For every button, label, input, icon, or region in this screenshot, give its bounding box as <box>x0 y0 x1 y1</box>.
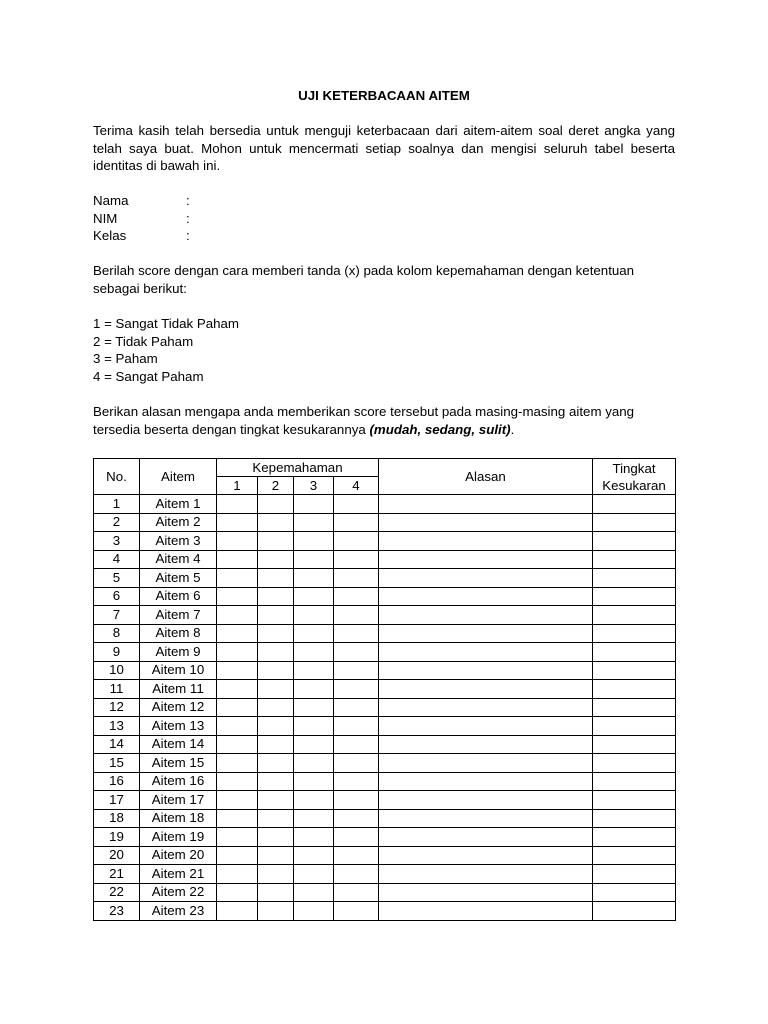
score-cell-3[interactable] <box>294 624 334 643</box>
score-cell-4[interactable] <box>334 828 379 847</box>
score-cell-3[interactable] <box>294 754 334 773</box>
row-number: 17 <box>94 791 140 810</box>
row-number: 9 <box>94 643 140 662</box>
row-number: 12 <box>94 698 140 717</box>
score-cell-2[interactable] <box>258 624 294 643</box>
row-aitem: Aitem 16 <box>140 772 217 791</box>
score-cell-4[interactable] <box>334 661 379 680</box>
row-number: 2 <box>94 513 140 532</box>
table-row <box>94 606 676 625</box>
score-cell-3[interactable] <box>294 495 334 514</box>
score-cell-2[interactable] <box>258 606 294 625</box>
header-score-1: 1 <box>217 477 258 495</box>
row-aitem: Aitem 4 <box>140 550 217 569</box>
table-row <box>94 791 676 810</box>
row-aitem: Aitem 18 <box>140 809 217 828</box>
tingkat-kesukaran-cell[interactable] <box>593 735 676 754</box>
alasan-cell[interactable] <box>379 513 593 532</box>
score-cell-1[interactable] <box>217 569 258 588</box>
identity-colon: : <box>186 193 190 208</box>
alasan-cell[interactable] <box>379 606 593 625</box>
score-cell-2[interactable] <box>258 661 294 680</box>
identity-label: Kelas <box>93 228 127 244</box>
table-row <box>94 587 676 606</box>
table-row <box>94 569 676 588</box>
scale-item: 1 = Sangat Tidak Paham <box>93 316 239 331</box>
row-aitem: Aitem 3 <box>140 532 217 551</box>
row-number: 5 <box>94 569 140 588</box>
score-cell-3[interactable] <box>294 606 334 625</box>
score-cell-2[interactable] <box>258 717 294 736</box>
assessment-table <box>93 458 676 921</box>
score-cell-1[interactable] <box>217 624 258 643</box>
tingkat-kesukaran-cell[interactable] <box>593 846 676 865</box>
row-number: 21 <box>94 865 140 884</box>
alasan-cell[interactable] <box>379 865 593 884</box>
header-alasan: Alasan <box>379 459 593 495</box>
row-aitem: Aitem 11 <box>140 680 217 699</box>
intro-paragraph: Terima kasih telah bersedia untuk menguji keterbacaan dari aitem-aitem soal deret angka yang telah saya buat. Mohon untuk mencermati setiap soalnya dan mengisi seluruh tabel beserta identitas di bawah ini. <box>93 123 675 174</box>
header-kepemahaman: Kepemahaman <box>217 459 379 477</box>
score-cell-3[interactable] <box>294 883 334 902</box>
score-cell-1[interactable] <box>217 772 258 791</box>
alasan-cell[interactable] <box>379 791 593 810</box>
table-row <box>94 754 676 773</box>
row-aitem: Aitem 21 <box>140 865 217 884</box>
score-cell-4[interactable] <box>334 735 379 754</box>
tingkat-kesukaran-cell[interactable] <box>593 624 676 643</box>
score-cell-3[interactable] <box>294 550 334 569</box>
alasan-cell[interactable] <box>379 643 593 662</box>
alasan-cell[interactable] <box>379 883 593 902</box>
row-aitem: Aitem 14 <box>140 735 217 754</box>
row-aitem: Aitem 9 <box>140 643 217 662</box>
score-cell-3[interactable] <box>294 513 334 532</box>
score-cell-2[interactable] <box>258 587 294 606</box>
tingkat-kesukaran-cell[interactable] <box>593 569 676 588</box>
score-cell-3[interactable] <box>294 791 334 810</box>
row-aitem: Aitem 13 <box>140 717 217 736</box>
alasan-cell[interactable] <box>379 698 593 717</box>
score-cell-2[interactable] <box>258 735 294 754</box>
score-cell-1[interactable] <box>217 495 258 514</box>
score-cell-2[interactable] <box>258 550 294 569</box>
table-row <box>94 513 676 532</box>
score-cell-1[interactable] <box>217 846 258 865</box>
table-row <box>94 865 676 884</box>
score-cell-2[interactable] <box>258 532 294 551</box>
score-cell-4[interactable] <box>334 495 379 514</box>
identity-colon: : <box>186 228 190 244</box>
score-cell-4[interactable] <box>334 624 379 643</box>
alasan-cell[interactable] <box>379 828 593 847</box>
row-number: 11 <box>94 680 140 699</box>
score-cell-2[interactable] <box>258 883 294 902</box>
score-cell-3[interactable] <box>294 828 334 847</box>
reason-text: Berikan alasan mengapa anda memberikan score tersebut pada masing-masing aitem yang tersedia beserta dengan tingkat kesukarannya <box>93 404 635 437</box>
score-cell-3[interactable] <box>294 902 334 921</box>
row-number: 19 <box>94 828 140 847</box>
tingkat-kesukaran-cell[interactable] <box>593 791 676 810</box>
score-cell-4[interactable] <box>334 643 379 662</box>
score-cell-2[interactable] <box>258 865 294 884</box>
alasan-cell[interactable] <box>379 569 593 588</box>
alasan-cell[interactable] <box>379 772 593 791</box>
row-number: 3 <box>94 532 140 551</box>
alasan-cell[interactable] <box>379 735 593 754</box>
header-no: No. <box>94 459 140 495</box>
table-row <box>94 550 676 569</box>
row-aitem: Aitem 10 <box>140 661 217 680</box>
score-cell-4[interactable] <box>334 883 379 902</box>
table-row <box>94 902 676 921</box>
score-cell-2[interactable] <box>258 809 294 828</box>
score-cell-2[interactable] <box>258 495 294 514</box>
scale-item: 3 = Paham <box>93 351 158 367</box>
score-cell-3[interactable] <box>294 661 334 680</box>
row-number: 23 <box>94 902 140 921</box>
score-cell-1[interactable] <box>217 680 258 699</box>
table-row <box>94 772 676 791</box>
score-cell-4[interactable] <box>334 717 379 736</box>
score-cell-4[interactable] <box>334 809 379 828</box>
row-number: 18 <box>94 809 140 828</box>
row-aitem: Aitem 5 <box>140 569 217 588</box>
score-cell-3[interactable] <box>294 587 334 606</box>
tingkat-kesukaran-cell[interactable] <box>593 495 676 514</box>
alasan-cell[interactable] <box>379 495 593 514</box>
score-cell-3[interactable] <box>294 569 334 588</box>
score-cell-1[interactable] <box>217 828 258 847</box>
row-number: 20 <box>94 846 140 865</box>
row-number: 13 <box>94 717 140 736</box>
score-cell-4[interactable] <box>334 606 379 625</box>
alasan-cell[interactable] <box>379 532 593 551</box>
row-aitem: Aitem 20 <box>140 846 217 865</box>
score-cell-3[interactable] <box>294 643 334 662</box>
score-cell-1[interactable] <box>217 643 258 662</box>
instruction-paragraph: Berilah score dengan cara memberi tanda (x) pada kolom kepemahaman dengan ketentuan sebagai berikut: <box>93 263 635 296</box>
score-cell-2[interactable] <box>258 680 294 699</box>
score-cell-4[interactable] <box>334 865 379 884</box>
row-aitem: Aitem 17 <box>140 791 217 810</box>
identity-label: NIM <box>93 210 118 226</box>
tingkat-kesukaran-cell[interactable] <box>593 698 676 717</box>
table-row <box>94 643 676 662</box>
tingkat-kesukaran-cell[interactable] <box>593 809 676 828</box>
scale-item: 2 = Tidak Paham <box>93 333 194 349</box>
score-cell-2[interactable] <box>258 569 294 588</box>
row-aitem: Aitem 2 <box>140 513 217 532</box>
tingkat-kesukaran-cell[interactable] <box>593 754 676 773</box>
score-cell-3[interactable] <box>294 532 334 551</box>
alasan-cell[interactable] <box>379 550 593 569</box>
alasan-cell[interactable] <box>379 624 593 643</box>
score-cell-4[interactable] <box>334 513 379 532</box>
score-cell-4[interactable] <box>334 587 379 606</box>
reason-paragraph <box>93 403 675 438</box>
tingkat-kesukaran-cell[interactable] <box>593 680 676 699</box>
score-cell-2[interactable] <box>258 754 294 773</box>
row-number: 14 <box>94 735 140 754</box>
identity-label: Nama <box>93 193 129 208</box>
score-cell-1[interactable] <box>217 661 258 680</box>
score-cell-4[interactable] <box>334 772 379 791</box>
score-cell-2[interactable] <box>258 772 294 791</box>
document-title: UJI KETERBACAAN AITEM <box>298 88 470 103</box>
score-cell-1[interactable] <box>217 865 258 884</box>
tingkat-kesukaran-cell[interactable] <box>593 606 676 625</box>
score-cell-1[interactable] <box>217 883 258 902</box>
row-aitem: Aitem 23 <box>140 902 217 921</box>
identity-colon: : <box>186 210 190 226</box>
tingkat-kesukaran-cell[interactable] <box>593 532 676 551</box>
row-aitem: Aitem 15 <box>140 754 217 773</box>
row-number: 1 <box>94 495 140 514</box>
tingkat-kesukaran-cell[interactable] <box>593 550 676 569</box>
row-aitem: Aitem 12 <box>140 698 217 717</box>
alasan-cell[interactable] <box>379 809 593 828</box>
score-cell-2[interactable] <box>258 643 294 662</box>
tingkat-kesukaran-cell[interactable] <box>593 717 676 736</box>
score-cell-3[interactable] <box>294 865 334 884</box>
alasan-cell[interactable] <box>379 587 593 606</box>
score-cell-1[interactable] <box>217 587 258 606</box>
tingkat-kesukaran-cell[interactable] <box>593 587 676 606</box>
score-cell-1[interactable] <box>217 735 258 754</box>
score-cell-3[interactable] <box>294 772 334 791</box>
score-cell-1[interactable] <box>217 902 258 921</box>
row-aitem: Aitem 19 <box>140 828 217 847</box>
score-cell-3[interactable] <box>294 735 334 754</box>
alasan-cell[interactable] <box>379 661 593 680</box>
header-aitem: Aitem <box>140 459 217 495</box>
score-cell-3[interactable] <box>294 680 334 699</box>
header-score-4: 4 <box>334 477 379 495</box>
score-cell-4[interactable] <box>334 569 379 588</box>
score-cell-1[interactable] <box>217 606 258 625</box>
score-cell-4[interactable] <box>334 902 379 921</box>
score-cell-2[interactable] <box>258 846 294 865</box>
score-cell-2[interactable] <box>258 902 294 921</box>
score-cell-1[interactable] <box>217 698 258 717</box>
score-cell-1[interactable] <box>217 513 258 532</box>
score-cell-2[interactable] <box>258 791 294 810</box>
row-number: 15 <box>94 754 140 773</box>
row-number: 6 <box>94 587 140 606</box>
score-cell-2[interactable] <box>258 513 294 532</box>
table-row <box>94 624 676 643</box>
tingkat-kesukaran-cell[interactable] <box>593 661 676 680</box>
table-row <box>94 828 676 847</box>
tingkat-kesukaran-cell[interactable] <box>593 865 676 884</box>
table-row <box>94 735 676 754</box>
tingkat-kesukaran-cell[interactable] <box>593 643 676 662</box>
alasan-cell[interactable] <box>379 846 593 865</box>
row-aitem: Aitem 6 <box>140 587 217 606</box>
row-aitem: Aitem 1 <box>140 495 217 514</box>
table-row <box>94 717 676 736</box>
table-row <box>94 883 676 902</box>
reason-emphasis: (mudah, sedang, sulit) <box>369 421 511 437</box>
score-cell-1[interactable] <box>217 754 258 773</box>
alasan-cell[interactable] <box>379 680 593 699</box>
reason-end: . <box>510 421 515 437</box>
alasan-cell[interactable] <box>379 754 593 773</box>
score-cell-1[interactable] <box>217 550 258 569</box>
row-number: 22 <box>94 883 140 902</box>
score-cell-1[interactable] <box>217 717 258 736</box>
score-cell-4[interactable] <box>334 680 379 699</box>
table-row <box>94 698 676 717</box>
scale-item: 4 = Sangat Paham <box>93 368 204 384</box>
tingkat-kesukaran-cell[interactable] <box>593 513 676 532</box>
header-score-2: 2 <box>258 477 294 495</box>
header-tingkat-kesukaran: Tingkat Kesukaran <box>593 459 676 495</box>
table-row <box>94 532 676 551</box>
row-number: 10 <box>94 661 140 680</box>
score-cell-4[interactable] <box>334 532 379 551</box>
alasan-cell[interactable] <box>379 902 593 921</box>
row-number: 16 <box>94 772 140 791</box>
tingkat-kesukaran-cell[interactable] <box>593 883 676 902</box>
score-cell-4[interactable] <box>334 698 379 717</box>
row-aitem: Aitem 8 <box>140 624 217 643</box>
score-cell-4[interactable] <box>334 754 379 773</box>
row-number: 8 <box>94 624 140 643</box>
row-aitem: Aitem 7 <box>140 606 217 625</box>
score-cell-1[interactable] <box>217 809 258 828</box>
score-cell-3[interactable] <box>294 809 334 828</box>
table-body <box>94 495 676 921</box>
table-row <box>94 809 676 828</box>
row-number: 4 <box>94 550 140 569</box>
tingkat-kesukaran-cell[interactable] <box>593 902 676 921</box>
alasan-cell[interactable] <box>379 717 593 736</box>
table-row <box>94 846 676 865</box>
table-row <box>94 680 676 699</box>
score-cell-1[interactable] <box>217 532 258 551</box>
score-cell-2[interactable] <box>258 698 294 717</box>
row-aitem: Aitem 22 <box>140 883 217 902</box>
score-cell-3[interactable] <box>294 717 334 736</box>
table-row <box>94 495 676 514</box>
score-cell-4[interactable] <box>334 550 379 569</box>
row-number: 7 <box>94 606 140 625</box>
score-cell-4[interactable] <box>334 846 379 865</box>
score-cell-4[interactable] <box>334 791 379 810</box>
table-row <box>94 661 676 680</box>
score-cell-1[interactable] <box>217 791 258 810</box>
score-cell-3[interactable] <box>294 846 334 865</box>
score-cell-3[interactable] <box>294 698 334 717</box>
header-score-3: 3 <box>294 477 334 495</box>
score-cell-2[interactable] <box>258 828 294 847</box>
tingkat-kesukaran-cell[interactable] <box>593 828 676 847</box>
tingkat-kesukaran-cell[interactable] <box>593 772 676 791</box>
